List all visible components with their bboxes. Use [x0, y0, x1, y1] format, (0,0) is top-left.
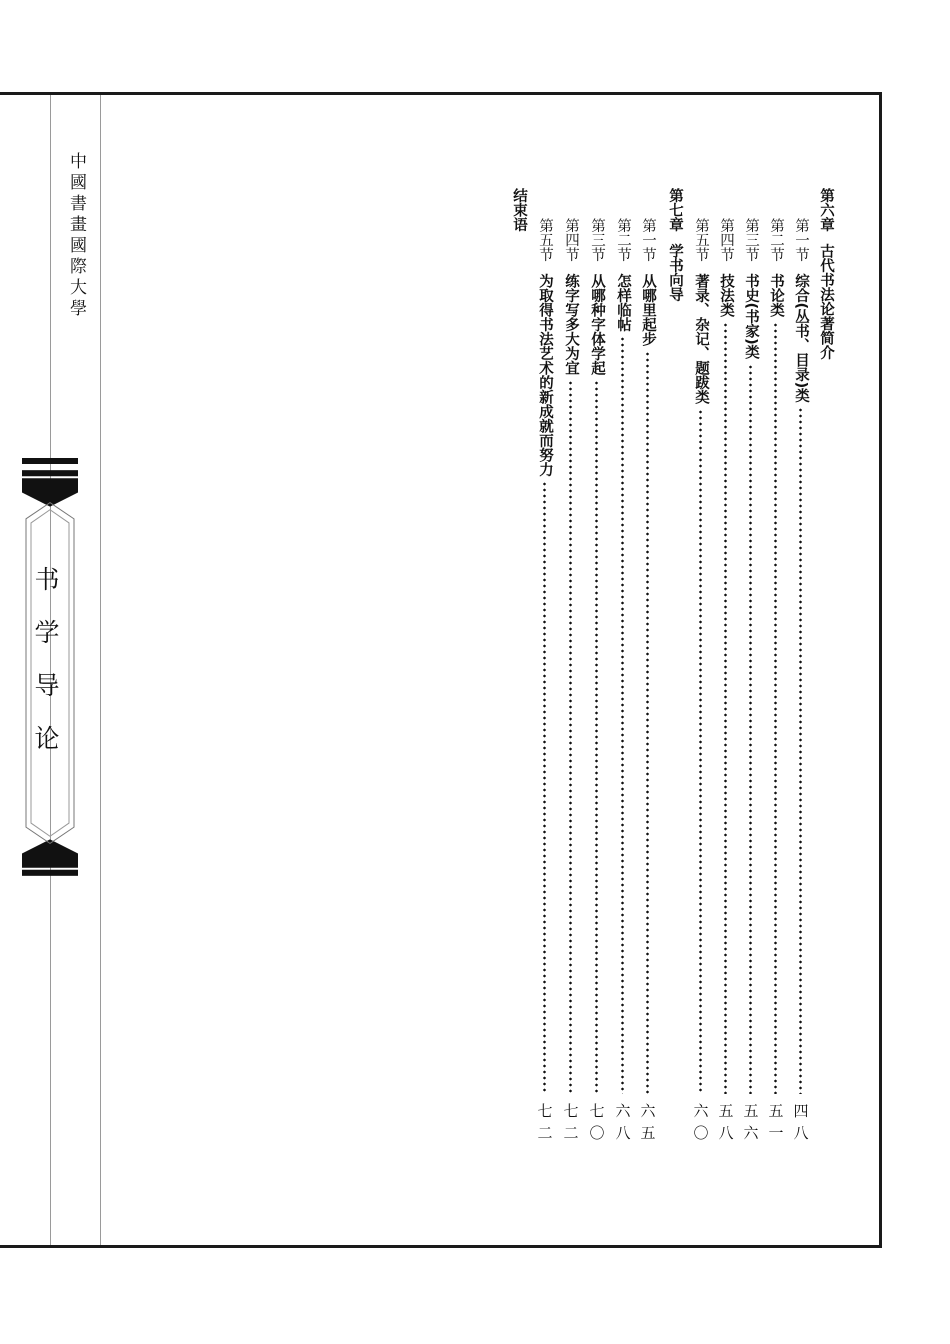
- toc-title: 为取得书法艺术的新成就而努力: [537, 273, 553, 477]
- toc-chapter-heading: [815, 188, 837, 1148]
- toc-page-number: 六 八: [615, 1102, 631, 1142]
- toc-page-number: 七 〇: [589, 1102, 605, 1142]
- toc-number: 第三节: [589, 218, 605, 262]
- toc-leader-dots: [699, 409, 702, 1094]
- toc-number: 第一节: [640, 218, 656, 262]
- toc-number: 结束语: [511, 188, 527, 232]
- toc-title: 综合(丛书、目录)类: [793, 273, 809, 403]
- toc-title: 练字写多大为宜: [563, 273, 579, 375]
- toc-chapter-heading: [664, 188, 686, 1148]
- toc-entry: [612, 218, 634, 1178]
- toc-number: 第五节: [693, 218, 709, 262]
- publisher-name: 中國書畫國際大學: [66, 152, 86, 320]
- toc-entry: [765, 218, 787, 1178]
- toc-leader-dots: [543, 481, 546, 1094]
- spine-rule-right: [100, 95, 101, 1245]
- toc-leader-dots: [595, 380, 598, 1094]
- toc-number: 第七章: [667, 188, 683, 232]
- toc-leader-dots: [774, 322, 777, 1094]
- toc-title: 著录、杂记、题跋类: [693, 273, 709, 404]
- toc-number: 第四节: [718, 218, 734, 262]
- toc-number: 第二节: [615, 218, 631, 262]
- toc-title: 从哪种字体学起: [589, 273, 605, 375]
- toc-page-number: 五 六: [743, 1102, 759, 1142]
- toc-title: 书史(书家)类: [743, 273, 759, 360]
- toc-leader-dots: [724, 322, 727, 1094]
- toc-number: 第六章: [818, 188, 834, 232]
- toc-entry: [560, 218, 582, 1178]
- toc-entry: [690, 218, 712, 1178]
- toc-leader-dots: [749, 364, 752, 1094]
- toc-page-number: 四 八: [793, 1102, 809, 1142]
- toc-title: 古代书法论著简介: [818, 243, 834, 360]
- toc-chapter-heading: [508, 188, 530, 1148]
- toc-entry: [534, 218, 556, 1178]
- toc-entry: [715, 218, 737, 1178]
- toc-number: 第五节: [537, 218, 553, 262]
- toc-entry: [586, 218, 608, 1178]
- toc-title: 书论类: [768, 273, 784, 317]
- toc-entry: [637, 218, 659, 1178]
- toc-page-number: 六 〇: [693, 1102, 709, 1142]
- toc-title: 怎样临帖: [615, 273, 631, 332]
- toc-leader-dots: [621, 336, 624, 1094]
- toc-page-number: 六 五: [640, 1102, 656, 1142]
- toc-number: 第三节: [743, 218, 759, 262]
- toc-leader-dots: [646, 351, 649, 1094]
- toc-page-number: 五 八: [718, 1102, 734, 1142]
- toc-page-number: 五 一: [768, 1102, 784, 1142]
- toc-title: 技法类: [718, 273, 734, 317]
- toc-number: 第二节: [768, 218, 784, 262]
- toc-number: 第四节: [563, 218, 579, 262]
- toc-number: 第一节: [793, 218, 809, 262]
- toc-entry: [740, 218, 762, 1178]
- toc-page-number: 七 二: [537, 1102, 553, 1142]
- toc-leader-dots: [569, 380, 572, 1094]
- toc-title: 从哪里起步: [640, 273, 656, 346]
- toc-title: 学书向导: [667, 243, 683, 302]
- book-title: 书学导论: [31, 566, 60, 778]
- toc-entry: [790, 218, 812, 1178]
- toc-leader-dots: [799, 407, 802, 1094]
- toc-page-number: 七 二: [563, 1102, 579, 1142]
